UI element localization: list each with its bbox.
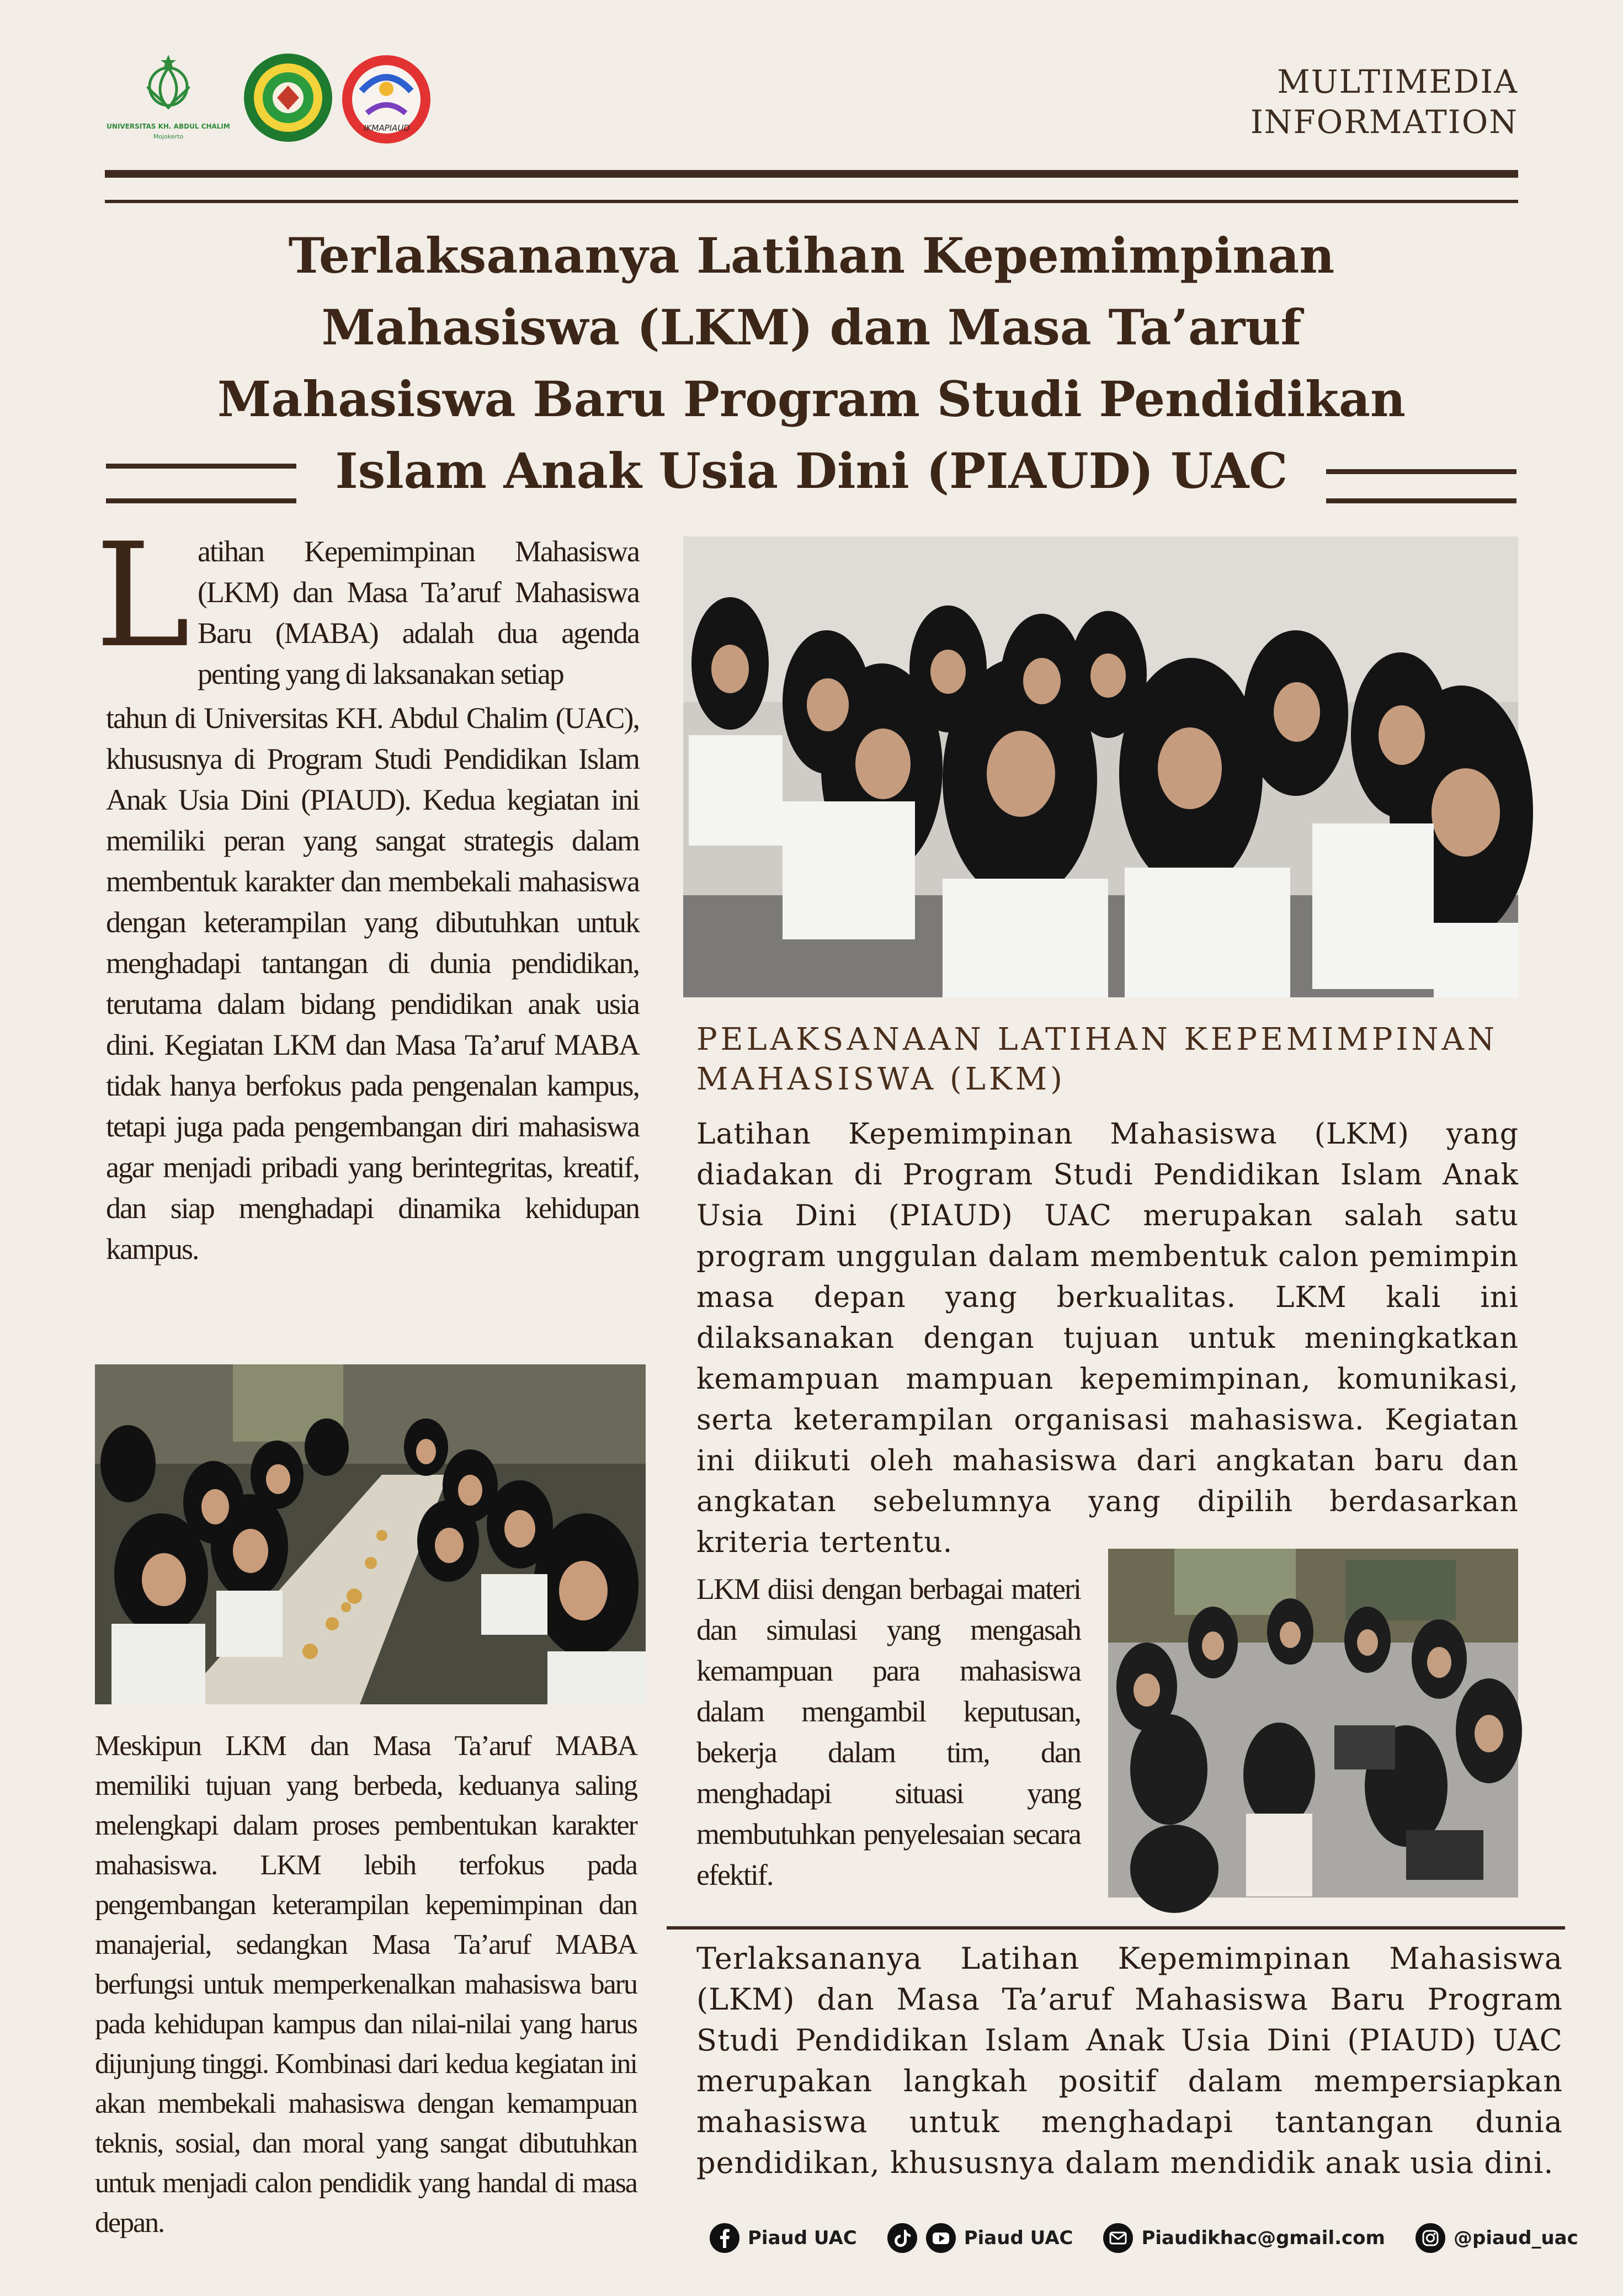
email-address[interactable]: Piaudikhac@gmail.com [1141,2227,1385,2249]
tiktok-icon[interactable] [887,2223,918,2254]
uac-logo-sub: Mojokerto [153,133,184,140]
photo-maba-meal [95,1364,646,1704]
youtube-icon[interactable] [925,2223,956,2254]
ikmapiaud-logo [339,52,436,146]
instagram-handle[interactable]: @piaud_uac [1453,2227,1578,2249]
uac-logo [107,52,230,146]
uac-logo-name: UNIVERSITAS KH. ABDUL CHALIM [107,123,230,130]
brand-line-2: INFORMATION [1250,103,1518,141]
brand-title [1250,62,1518,142]
conclusion-rule [667,1926,1565,1930]
lkm-paragraph: LKM diisi dengan berbagai materi dan simulasi yang mengasah kemampuan para mahasiswa dalam mengambil keputusan, bekerja dalam tim, dan menghadapi situasi yang membutuhkan penyelesaian secara efektif. [696,1572,1081,1891]
email-icon[interactable] [1103,2223,1134,2254]
photo-lkm-group [683,536,1518,997]
drop-cap: L [95,513,190,679]
ikmapiaud-logo-text: IKMAPIAUD [364,123,410,133]
headline-rule-left-2 [106,498,296,503]
conclusion-paragraph: Terlaksananya Latihan Kepemimpinan Mahasiswa (LKM) dan Masa Ta’aruf Mahasiswa Baru Program Studi Pendidikan Islam Anak Usia Dini (PIAUD) UAC merupakan langkah positif dalam mempersiapkan mahasiswa untuk menghadapi tantangan dunia pendidikan, khususnya dalam mendidik anak usia dini. [696,1941,1563,2180]
header-rule-thick [105,170,1518,178]
header-rule-thin [105,200,1518,203]
headline-rule-left-1 [106,464,296,469]
left-bottom-paragraph: Meskipun LKM dan Masa Ta’aruf MABA memiliki tujuan yang berbeda, keduanya saling melengkapi dalam proses pembentukan karakter mahasiswa. LKM lebih terfokus pada pengembangan keterampilan kepemimpinan dan manajerial, sedangkan Masa Ta’aruf MABA berfungsi untuk memperkenalkan mahasiswa baru pada kehidupan kampus dan nilai-nilai yang harus dijunjung tinggi. Kombinasi dari kedua kegiatan ini akan membekali mahasiswa dengan kemampuan teknis, sosial, dan moral yang sangat dibutuhkan untuk menjadi calon pendidik yang handal di masa depan. [95,1730,637,2239]
photo-lkm-discussion [1108,1549,1518,1898]
headline: Terlaksananya Latihan Kepemimpinan Mahasiswa (LKM) dan Masa Ta’aruf Mahasiswa Baru Program Studi Pendidikan Islam Anak Usia Dini (PIAUD) UAC [217,227,1406,499]
youtube-handle[interactable]: Piaud UAC [964,2227,1073,2249]
section-heading: PELAKSANAAN LATIHAN KEPEMIMPINAN MAHASISWA (LKM) [696,1022,1498,1097]
facebook-handle[interactable]: Piaud UAC [748,2227,857,2249]
section-paragraph: Latihan Kepemimpinan Mahasiswa (LKM) yang diadakan di Program Studi Pendidikan Islam Anak Usia Dini (PIAUD) UAC merupakan salah satu program unggulan dalam membentuk calon pemimpin masa depan yang berkualitas. LKM kali ini dilaksanakan dengan tujuan untuk meningkatkan kemampuan mampuan kepemimpinan, komunikasi, serta keterampilan organisasi mahasiswa. Kegiatan ini diikuti oleh mahasiswa dari angkatan baru dan angkatan sebelumnya yang dipilih berdasarkan kriteria tertentu. [696,1118,1519,1559]
footer-contacts [709,2219,1578,2257]
headline-rule-right-1 [1326,469,1516,474]
brand-line-1: MULTIMEDIA [1277,63,1518,100]
intro-paragraph-start: atihan Kepemimpinan Mahasiswa (LKM) dan Masa Ta’aruf Mahasiswa Baru (MABA) adalah dua agenda penting yang di laksanakan setiap [198,535,639,690]
instagram-icon[interactable] [1415,2223,1446,2254]
headline-rule-right-2 [1326,498,1516,503]
facebook-icon[interactable] [709,2223,740,2254]
faculty-seal-logo [243,52,334,144]
intro-paragraph: tahun di Universitas KH. Abdul Chalim (UAC), khususnya di Program Studi Pendidikan Islam Anak Usia Dini (PIAUD). Kedua kegiatan ini memiliki peran yang sangat strategis dalam membentuk karakter dan membekali mahasiswa dengan keterampilan yang dibutuhkan untuk menghadapi tantangan di dunia pendidikan, terutama dalam bidang pendidikan anak usia dini. Kegiatan LKM dan Masa Ta’aruf MABA tidak hanya berfokus pada pengenalan kampus, tetapi juga pada pengembangan diri mahasiswa agar menjadi pribadi yang berintegritas, kreatif, dan siap menghadapi dinamika kehidupan kampus. [106,701,639,1266]
